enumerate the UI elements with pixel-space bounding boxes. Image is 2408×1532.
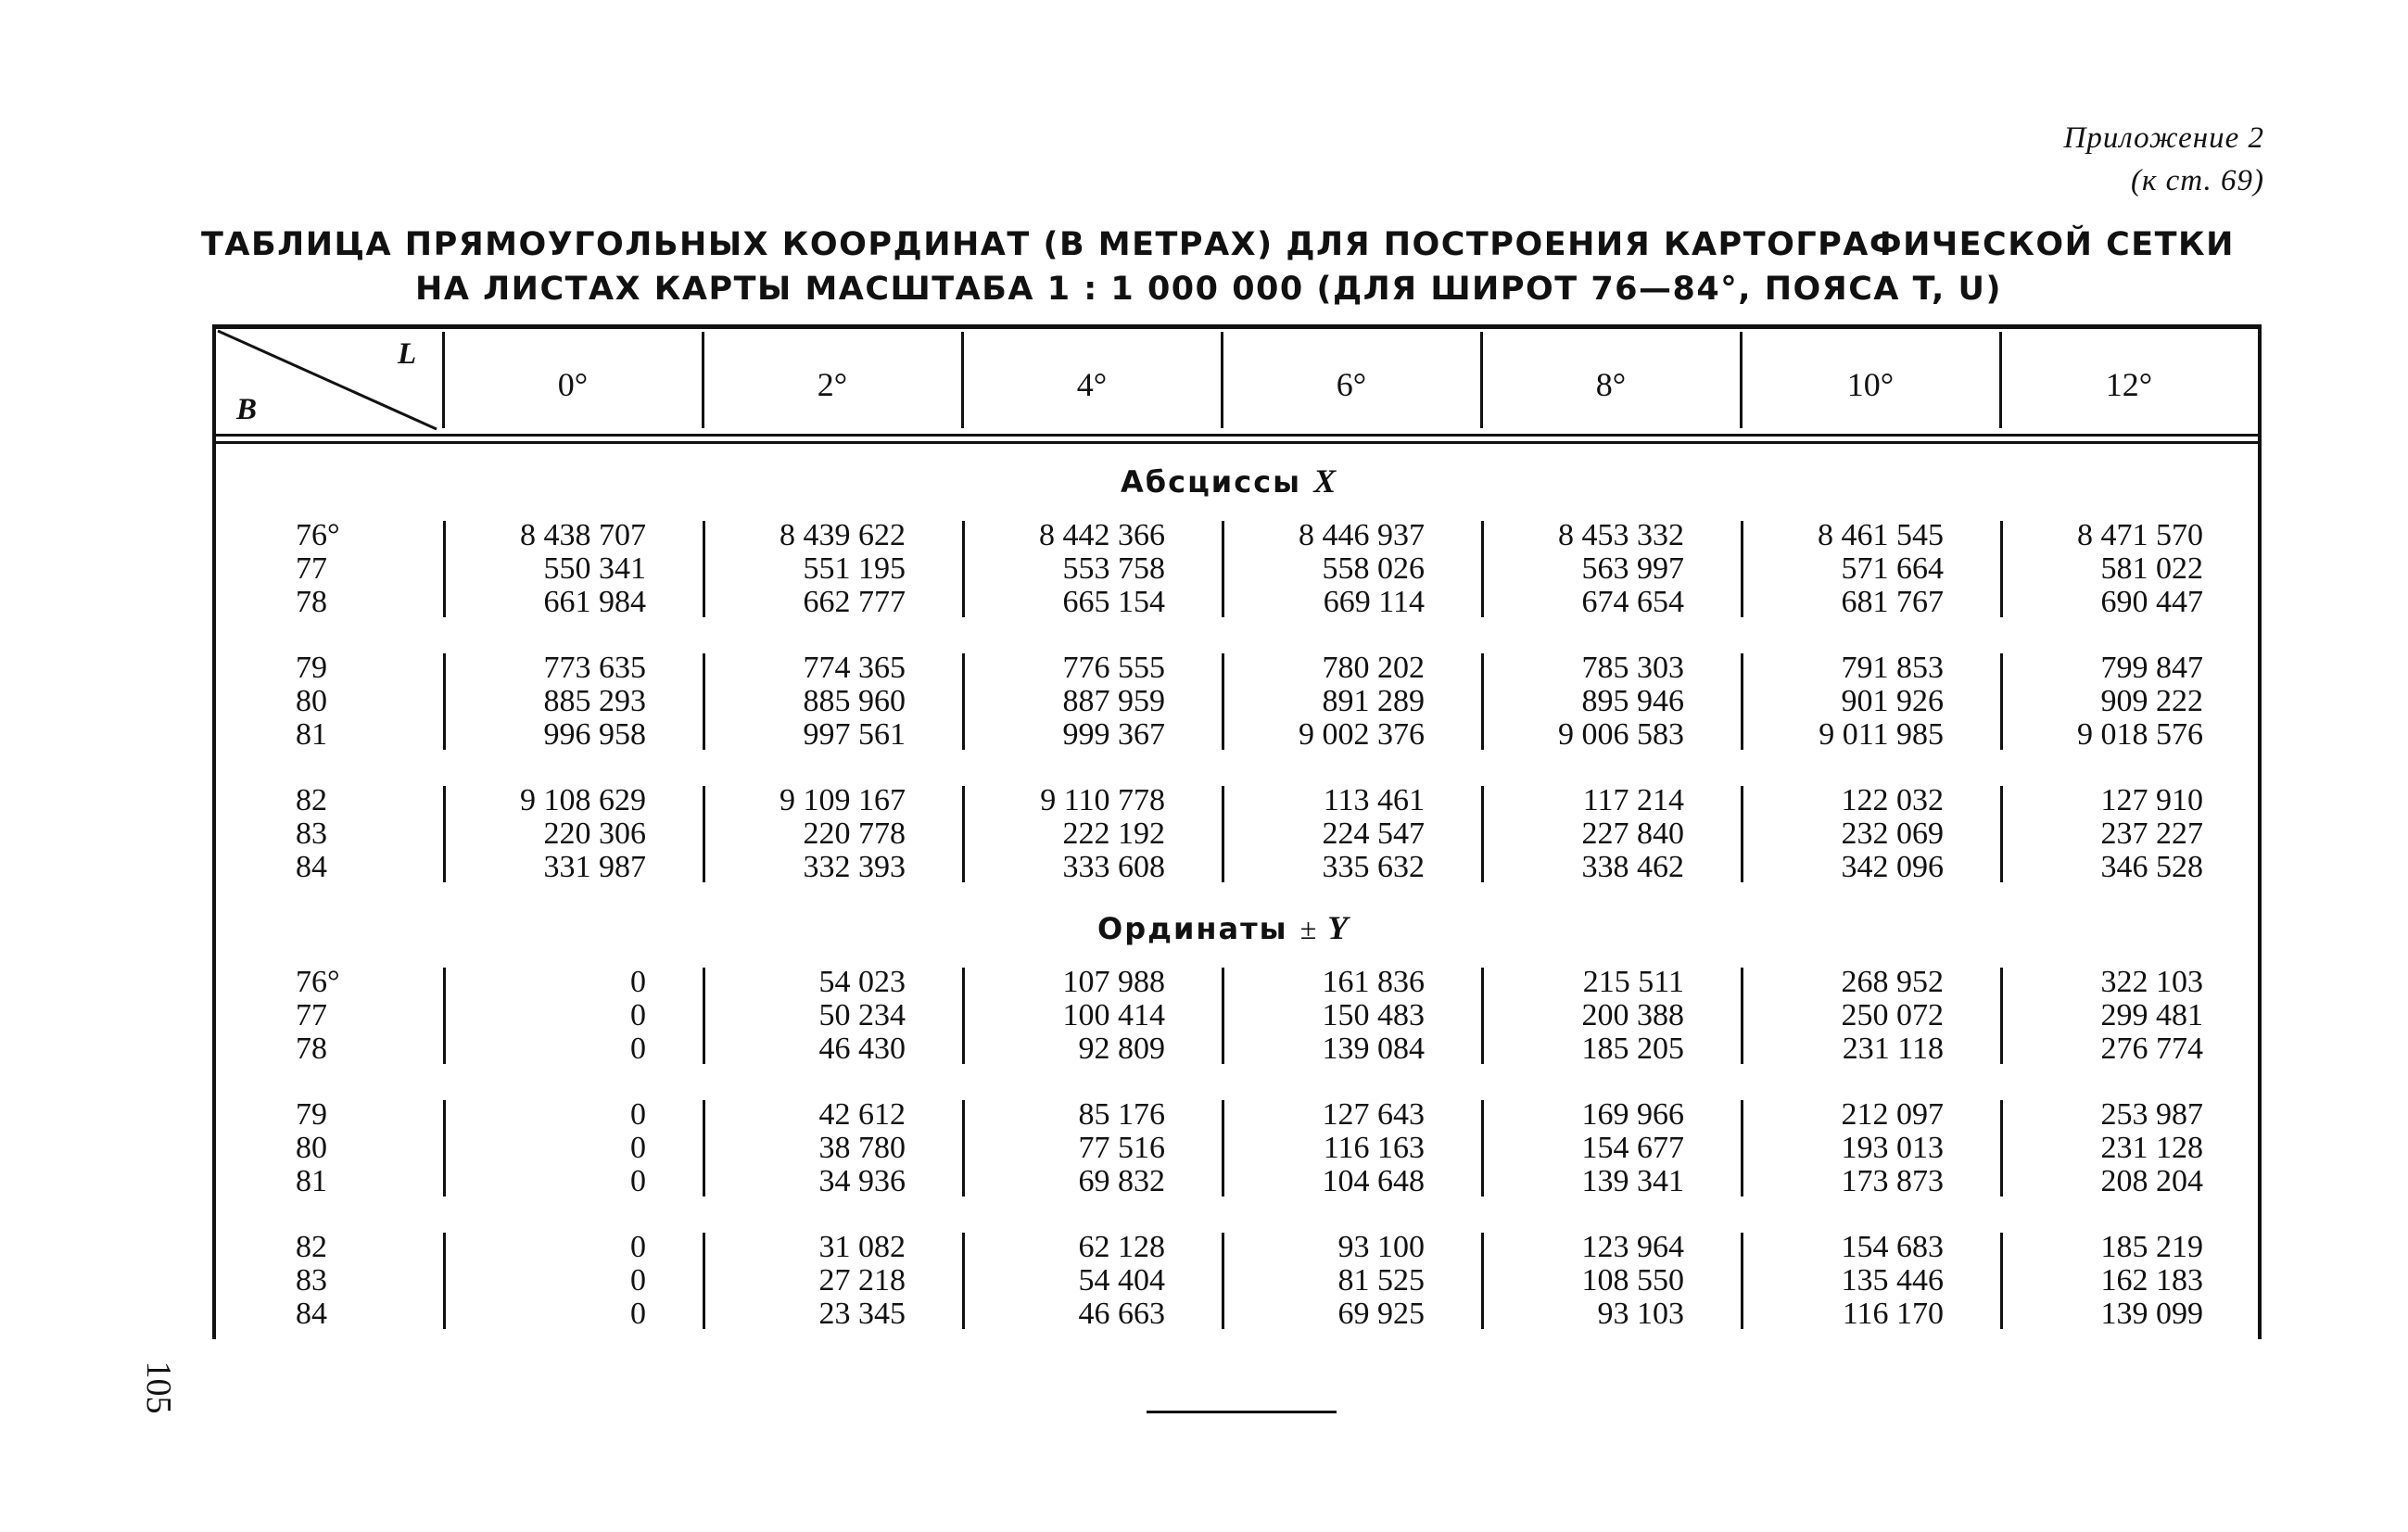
table-cell-value: 780 202 [1322, 651, 1425, 685]
table-cell-value: 773 635 [543, 651, 646, 685]
table-cell-value: 997 561 [803, 717, 906, 752]
column-separator [2000, 1233, 2003, 1329]
table-cell-value: 27 218 [818, 1263, 906, 1298]
table-right-border [2258, 324, 2262, 1339]
table-cell-value: 276 774 [2100, 1032, 2203, 1066]
table-cell-value: 173 873 [1841, 1164, 1944, 1198]
latitude-label: 80 [296, 684, 327, 718]
column-separator [962, 968, 965, 1064]
table-cell-value: 885 293 [543, 684, 646, 718]
table-cell-value: 108 550 [1581, 1263, 1684, 1298]
table-cell-value: 342 096 [1841, 850, 1944, 884]
column-separator [1222, 653, 1224, 750]
section-title-symbol: X [1313, 462, 1338, 500]
column-separator [443, 521, 446, 617]
table-cell-value: 185 219 [2100, 1230, 2203, 1264]
column-separator [2000, 521, 2003, 617]
column-separator [962, 1233, 965, 1329]
table-cell-value: 901 926 [1841, 684, 1944, 718]
section-title [1121, 462, 1337, 500]
table-cell-value: 154 683 [1841, 1230, 1944, 1264]
table-cell-value: 200 388 [1581, 998, 1684, 1032]
table-cell-value: 346 528 [2100, 850, 2203, 884]
table-cell-value: 322 103 [2100, 965, 2203, 999]
table-cell-value: 253 987 [2100, 1097, 2203, 1132]
table-cell-value: 69 832 [1078, 1164, 1165, 1198]
table-cell-value: 220 778 [803, 817, 906, 851]
table-cell-value: 62 128 [1078, 1230, 1165, 1264]
page-number: 105 [139, 1361, 178, 1414]
table-cell-value: 999 367 [1062, 717, 1165, 752]
table-cell-value: 0 [630, 1131, 646, 1165]
table-cell-value: 161 836 [1322, 965, 1425, 999]
column-separator [2000, 653, 2003, 750]
table-cell-value: 887 959 [1062, 684, 1165, 718]
footer-rule [1147, 1411, 1337, 1413]
table-cell-value: 69 925 [1337, 1297, 1425, 1331]
table-cell-value: 231 118 [1842, 1032, 1944, 1066]
table-cell-value: 116 163 [1323, 1131, 1425, 1165]
table-cell-value: 669 114 [1323, 585, 1425, 619]
table-cell-value: 77 516 [1078, 1131, 1165, 1165]
table-cell-value: 139 084 [1322, 1032, 1425, 1066]
latitude-label: 78 [296, 1032, 327, 1066]
table-cell-value: 237 227 [2100, 817, 2203, 851]
latitude-label: 84 [296, 850, 327, 884]
table-cell-value: 100 414 [1062, 998, 1165, 1032]
table-cell-value: 81 525 [1337, 1263, 1425, 1298]
table-cell-value: 85 176 [1078, 1097, 1165, 1132]
table-cell-value: 93 103 [1597, 1297, 1684, 1331]
column-separator [1741, 653, 1743, 750]
table-cell-value: 550 341 [543, 551, 646, 586]
table-cell-value: 113 461 [1323, 783, 1425, 817]
table-cell-value: 54 404 [1078, 1263, 1165, 1298]
table-cell-value: 162 183 [2100, 1263, 2203, 1298]
table-cell-value: 563 997 [1581, 551, 1684, 586]
table-cell-value: 799 847 [2100, 651, 2203, 685]
table-cell-value: 8 446 937 [1299, 518, 1425, 552]
header-bottom-rule-2 [212, 441, 2262, 444]
latitude-label: 84 [296, 1297, 327, 1331]
table-left-border [212, 324, 216, 1339]
appendix-label [2064, 117, 2264, 202]
column-separator [2000, 786, 2003, 882]
column-separator [443, 653, 446, 750]
table-cell-value: 665 154 [1062, 585, 1165, 619]
table-cell-value: 34 936 [818, 1164, 906, 1198]
plus-minus-sign: ± [1299, 912, 1328, 945]
column-header-longitude: 0° [557, 366, 589, 403]
table-cell-value: 117 214 [1582, 783, 1684, 817]
column-separator [1222, 968, 1224, 1064]
table-cell-value: 333 608 [1062, 850, 1165, 884]
table-cell-value: 8 438 707 [520, 518, 646, 552]
table-cell-value: 220 306 [543, 817, 646, 851]
table-cell-value: 332 393 [803, 850, 906, 884]
corner-latitude-label: B [236, 393, 258, 426]
column-separator [1741, 786, 1743, 882]
latitude-label: 77 [296, 998, 327, 1032]
table-cell-value: 46 430 [818, 1032, 906, 1066]
table-cell-value: 581 022 [2100, 551, 2203, 586]
latitude-label: 76° [296, 518, 340, 552]
table-cell-value: 661 984 [543, 585, 646, 619]
table-cell-value: 0 [630, 1263, 646, 1298]
table-cell-value: 558 026 [1322, 551, 1425, 586]
table-cell-value: 23 345 [818, 1297, 906, 1331]
column-separator [1222, 1233, 1224, 1329]
section-title-symbol: Y [1327, 909, 1350, 946]
column-separator [1481, 786, 1484, 882]
column-separator [1481, 653, 1484, 750]
table-cell-value: 8 471 570 [2077, 518, 2203, 552]
table-cell-value: 104 648 [1322, 1164, 1425, 1198]
column-header-longitude: 10° [1846, 366, 1895, 403]
table-cell-value: 116 170 [1842, 1297, 1944, 1331]
latitude-label: 82 [296, 1230, 327, 1264]
section-title [1097, 908, 1350, 947]
table-cell-value: 909 222 [2100, 684, 2203, 718]
table-cell-value: 331 987 [543, 850, 646, 884]
table-cell-value: 776 555 [1062, 651, 1165, 685]
table-cell-value: 9 011 985 [1819, 717, 1944, 752]
table-cell-value: 127 643 [1322, 1097, 1425, 1132]
table-cell-value: 122 032 [1841, 783, 1944, 817]
table-cell-value: 0 [630, 965, 646, 999]
table-cell-value: 154 677 [1581, 1131, 1684, 1165]
latitude-label: 79 [296, 1097, 327, 1132]
column-separator [962, 786, 965, 882]
title-line-2: НА ЛИСТАХ КАРТЫ МАСШТАБА 1 : 1 000 000 (ДЛЯ ШИРОТ 76—84°, ПОЯСА T, U) [415, 271, 2002, 308]
table-cell-value: 123 964 [1581, 1230, 1684, 1264]
table-cell-value: 335 632 [1322, 850, 1425, 884]
column-separator [1222, 786, 1224, 882]
table-cell-value: 127 910 [2100, 783, 2203, 817]
column-separator [1481, 1100, 1484, 1196]
column-separator [2000, 1100, 2003, 1196]
table-cell-value: 891 289 [1322, 684, 1425, 718]
table-cell-value: 0 [630, 1297, 646, 1331]
table-cell-value: 9 002 376 [1299, 717, 1425, 752]
table-cell-value: 42 612 [818, 1097, 906, 1132]
table-cell-value: 222 192 [1062, 817, 1165, 851]
table-cell-value: 231 128 [2100, 1131, 2203, 1165]
table-cell-value: 8 453 332 [1558, 518, 1684, 552]
table-cell-value: 0 [630, 1164, 646, 1198]
table-title [0, 222, 2408, 311]
table-cell-value: 208 204 [2100, 1164, 2203, 1198]
latitude-label: 76° [296, 965, 340, 999]
appendix-number: Приложение 2 [2063, 121, 2264, 155]
table-cell-value: 107 988 [1062, 965, 1165, 999]
table-cell-value: 551 195 [803, 551, 906, 586]
table-cell-value: 553 758 [1062, 551, 1165, 586]
latitude-label: 77 [296, 551, 327, 586]
column-separator [443, 1100, 446, 1196]
column-separator [1481, 521, 1484, 617]
table-cell-value: 785 303 [1581, 651, 1684, 685]
table-cell-value: 8 461 545 [1818, 518, 1944, 552]
column-separator [962, 1100, 965, 1196]
coordinates-table [212, 324, 2262, 1339]
table-cell-value: 690 447 [2100, 585, 2203, 619]
table-cell-value: 46 663 [1078, 1297, 1165, 1331]
table-cell-value: 224 547 [1322, 817, 1425, 851]
table-cell-value: 0 [630, 1097, 646, 1132]
table-cell-value: 139 099 [2100, 1297, 2203, 1331]
table-cell-value: 9 018 576 [2077, 717, 2203, 752]
table-cell-value: 662 777 [803, 585, 906, 619]
table-cell-value: 169 966 [1581, 1097, 1684, 1132]
table-cell-value: 193 013 [1841, 1131, 1944, 1165]
table-cell-value: 139 341 [1581, 1164, 1684, 1198]
table-cell-value: 8 439 622 [779, 518, 906, 552]
table-cell-value: 38 780 [818, 1131, 906, 1165]
table-cell-value: 212 097 [1841, 1097, 1944, 1132]
table-top-rule [212, 324, 2262, 329]
column-separator [1741, 1100, 1743, 1196]
table-cell-value: 996 958 [543, 717, 646, 752]
column-separator [443, 1233, 446, 1329]
latitude-label: 79 [296, 651, 327, 685]
column-separator [1481, 968, 1484, 1064]
table-cell-value: 135 446 [1841, 1263, 1944, 1298]
table-cell-value: 31 082 [818, 1230, 906, 1264]
column-separator [1222, 521, 1224, 617]
column-separator [962, 653, 965, 750]
table-cell-value: 571 664 [1841, 551, 1944, 586]
latitude-label: 78 [296, 585, 327, 619]
column-separator [703, 1233, 705, 1329]
latitude-label: 83 [296, 1263, 327, 1298]
table-cell-value: 9 109 167 [779, 783, 906, 817]
table-cell-value: 885 960 [803, 684, 906, 718]
column-header-longitude: 8° [1595, 366, 1627, 403]
table-cell-value: 268 952 [1841, 965, 1944, 999]
column-separator [1222, 1100, 1224, 1196]
section-title-text: Абсциссы [1121, 464, 1314, 500]
column-separator [703, 1100, 705, 1196]
column-separator [1481, 1233, 1484, 1329]
column-separator [2000, 968, 2003, 1064]
latitude-label: 83 [296, 817, 327, 851]
table-cell-value: 232 069 [1841, 817, 1944, 851]
table-cell-value: 681 767 [1841, 585, 1944, 619]
column-separator [443, 786, 446, 882]
table-cell-value: 8 442 366 [1039, 518, 1165, 552]
latitude-label: 81 [296, 1164, 327, 1198]
table-cell-value: 93 100 [1337, 1230, 1425, 1264]
table-cell-value: 9 006 583 [1558, 717, 1684, 752]
table-cell-value: 92 809 [1078, 1032, 1165, 1066]
column-separator [443, 968, 446, 1064]
table-cell-value: 0 [630, 1032, 646, 1066]
latitude-label: 81 [296, 717, 327, 752]
table-cell-value: 338 462 [1581, 850, 1684, 884]
column-separator [703, 786, 705, 882]
table-cell-value: 674 654 [1581, 585, 1684, 619]
appendix-reference: (к ст. 69) [2130, 164, 2264, 197]
table-cell-value: 54 023 [818, 965, 906, 999]
table-cell-value: 791 853 [1841, 651, 1944, 685]
column-separator [962, 521, 965, 617]
table-cell-value: 50 234 [818, 998, 906, 1032]
table-cell-value: 250 072 [1841, 998, 1944, 1032]
latitude-label: 80 [296, 1131, 327, 1165]
table-cell-value: 185 205 [1581, 1032, 1684, 1066]
table-cell-value: 299 481 [2100, 998, 2203, 1032]
column-separator [703, 968, 705, 1064]
section-title-text: Ординаты [1097, 911, 1300, 946]
column-separator [1741, 968, 1743, 1064]
table-cell-value: 0 [630, 1230, 646, 1264]
column-header-longitude: 12° [2105, 366, 2153, 403]
column-separator [1741, 521, 1743, 617]
latitude-label: 82 [296, 783, 327, 817]
column-separator [1741, 1233, 1743, 1329]
table-cell-value: 227 840 [1581, 817, 1684, 851]
table-cell-value: 0 [630, 998, 646, 1032]
table-cell-value: 9 108 629 [520, 783, 646, 817]
column-header-longitude: 6° [1336, 366, 1367, 403]
corner-longitude-label: L [398, 337, 417, 371]
column-header-longitude: 4° [1076, 366, 1108, 403]
title-line-1: ТАБЛИЦА ПРЯМОУГОЛЬНЫХ КООРДИНАТ (В МЕТРАХ) ДЛЯ ПОСТРОЕНИЯ КАРТОГРАФИЧЕСКОЙ СЕТКИ [201, 226, 2235, 263]
column-separator [703, 653, 705, 750]
column-separator [703, 521, 705, 617]
table-cell-value: 895 946 [1581, 684, 1684, 718]
column-header-longitude: 2° [817, 366, 848, 403]
table-cell-value: 215 511 [1582, 965, 1684, 999]
table-cell-value: 774 365 [803, 651, 906, 685]
table-cell-value: 9 110 778 [1040, 783, 1165, 817]
table-cell-value: 150 483 [1322, 998, 1425, 1032]
